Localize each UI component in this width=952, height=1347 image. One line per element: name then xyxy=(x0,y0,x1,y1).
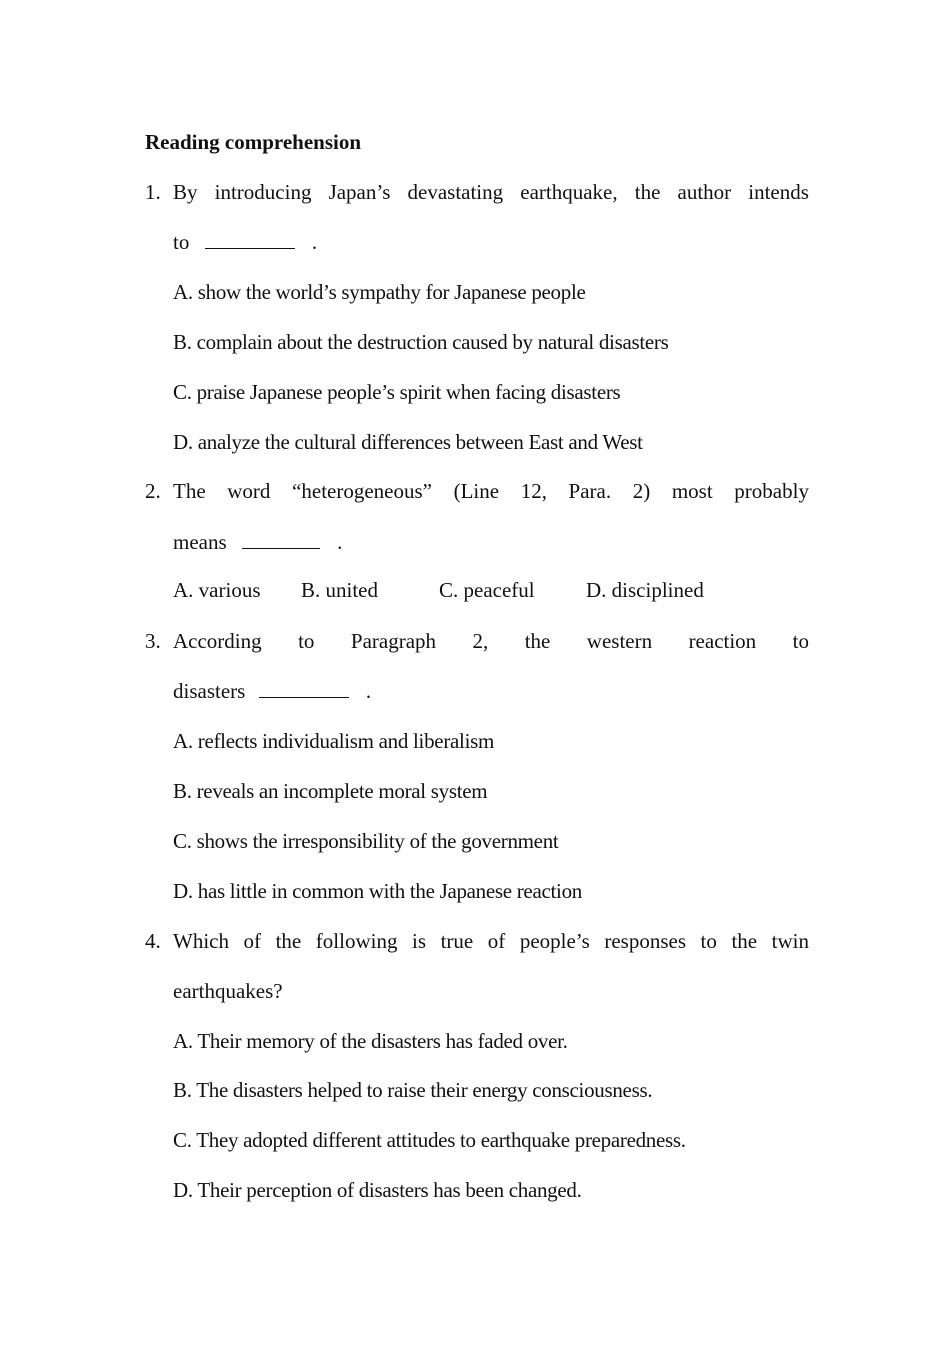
stem-word: following xyxy=(315,929,398,953)
stem-word: word xyxy=(227,479,271,503)
question-3-number: 3. xyxy=(145,629,161,653)
stem-word: is xyxy=(412,929,427,953)
stem-word: the xyxy=(275,929,302,953)
question-3-option-a: A. reflects individualism and liberalism xyxy=(173,729,495,753)
stem-word: Japan’s xyxy=(328,180,391,204)
question-3-option-b: B. reveals an incomplete moral system xyxy=(173,779,488,803)
blank-period: . xyxy=(337,530,343,554)
stem-word: probably xyxy=(734,479,809,503)
stem-word: people’s xyxy=(519,929,590,953)
question-1-number: 1. xyxy=(145,180,161,204)
question-4-option-c: C. They adopted different attitudes to earthquake preparedness. xyxy=(173,1128,686,1152)
stem-word: 2) xyxy=(632,479,651,503)
question-2-number: 2. xyxy=(145,479,161,503)
answer-blank[interactable] xyxy=(242,531,320,549)
stem-word: of xyxy=(243,929,262,953)
stem-word: earthquake, xyxy=(520,180,618,204)
blank-period: . xyxy=(365,679,372,703)
stem-word: the xyxy=(731,929,758,953)
question-4-option-d: D. Their perception of disasters has been changed. xyxy=(173,1178,582,1202)
answer-blank[interactable] xyxy=(259,680,349,698)
stem-word: the xyxy=(634,180,661,204)
stem-word: introducing xyxy=(214,180,312,204)
stem-word: Para. xyxy=(568,479,612,503)
question-2-option-d: D. disciplined xyxy=(586,578,704,602)
stem-word: intends xyxy=(748,180,809,204)
stem-word: devastating xyxy=(407,180,504,204)
blank-period: . xyxy=(311,230,318,254)
stem-word: Paragraph xyxy=(350,629,437,653)
question-1-option-d: D. analyze the cultural differences between East and West xyxy=(173,430,643,454)
stem-word: to xyxy=(700,929,717,953)
section-title: Reading comprehension xyxy=(145,130,362,154)
question-4-number: 4. xyxy=(145,929,161,953)
stem-word: to xyxy=(792,629,809,653)
stem-word: responses xyxy=(604,929,686,953)
stem-word: 12, xyxy=(520,479,547,503)
stem-word: twin xyxy=(771,929,809,953)
stem-text: means xyxy=(173,530,227,554)
question-3-option-d: D. has little in common with the Japanese reaction xyxy=(173,879,582,903)
question-1-stem xyxy=(173,180,809,204)
stem-text: to xyxy=(173,230,190,254)
stem-word: to xyxy=(298,629,315,653)
question-3-option-c: C. shows the irresponsibility of the government xyxy=(173,829,559,853)
answer-blank[interactable] xyxy=(205,231,295,249)
stem-word: By xyxy=(173,180,198,204)
question-2-option-c: C. peaceful xyxy=(439,578,535,602)
question-1-option-a: A. show the world’s sympathy for Japanese people xyxy=(173,280,586,304)
stem-word: 2, xyxy=(472,629,489,653)
question-3-stem xyxy=(173,629,809,653)
stem-word: true xyxy=(440,929,474,953)
question-2-stem-continuation xyxy=(173,530,342,554)
stem-word: According xyxy=(173,629,262,653)
question-4-option-b: B. The disasters helped to raise their energy consciousness. xyxy=(173,1078,653,1102)
stem-word: most xyxy=(671,479,713,503)
stem-word: Which xyxy=(173,929,229,953)
question-1-stem-continuation xyxy=(173,230,317,254)
question-2-option-b: B. united xyxy=(301,578,378,602)
question-1-option-b: B. complain about the destruction caused by natural disasters xyxy=(173,330,669,354)
stem-word: reaction xyxy=(688,629,757,653)
stem-word: “heterogeneous” xyxy=(292,479,432,503)
stem-word: The xyxy=(173,479,206,503)
stem-text: disasters xyxy=(173,679,246,703)
question-2-option-a: A. various xyxy=(173,578,261,602)
question-2-stem xyxy=(173,479,809,503)
stem-word: western xyxy=(586,629,653,653)
question-1-option-c: C. praise Japanese people’s spirit when facing disasters xyxy=(173,380,621,404)
stem-word: (Line xyxy=(453,479,500,503)
question-3-stem-continuation xyxy=(173,679,371,703)
stem-word: the xyxy=(524,629,551,653)
stem-word: of xyxy=(487,929,506,953)
question-4-stem-continuation: earthquakes? xyxy=(173,979,283,1003)
stem-word: author xyxy=(677,180,732,204)
question-4-option-a: A. Their memory of the disasters has faded over. xyxy=(173,1029,568,1053)
question-4-stem xyxy=(173,929,809,953)
